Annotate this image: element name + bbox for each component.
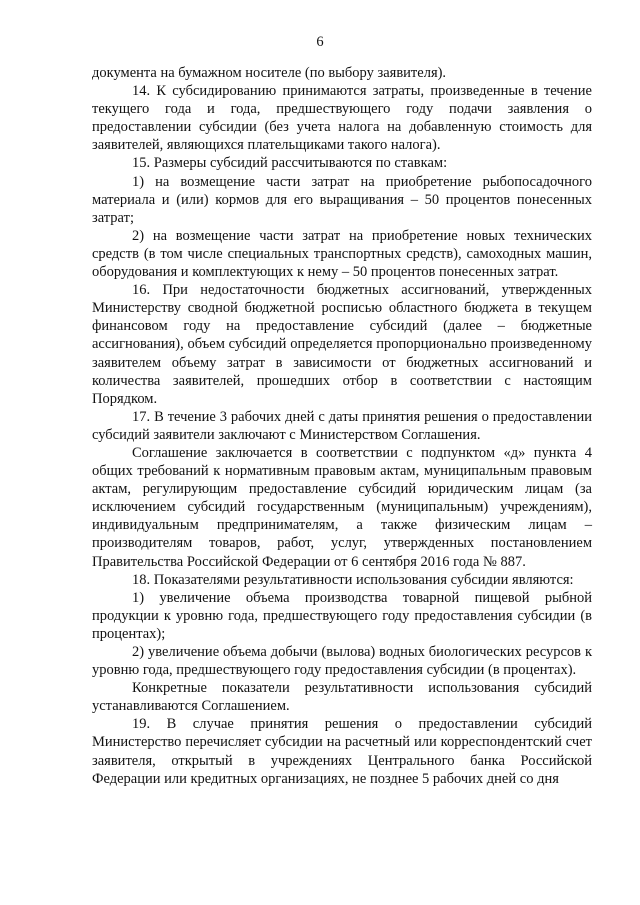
paragraph-15-item-1: 1) на возмещение части затрат на приобретение рыбопосадочного материала и (или) кормов для его выращивания – 50 процентов понесенных затрат; xyxy=(92,173,592,226)
page-number: 6 xyxy=(316,34,324,50)
paragraph-continuation: документа на бумажном носителе (по выбору заявителя). xyxy=(92,65,447,81)
paragraph-18: 18. Показателями результативности использования субсидии являются: xyxy=(132,571,574,588)
document-body xyxy=(92,64,592,788)
paragraph-19: 19. В случае принятия решения о предоставлении субсидий Министерство перечисляет субсидии на расчетный или корреспондентский счет заявителя, открытый в учреждениях Центрального банка Российской Федерации или кредитных организациях, не позднее 5 рабочих дней со дня xyxy=(92,716,592,787)
paragraph-15: 15. Размеры субсидий рассчитываются по ставкам: xyxy=(132,155,448,172)
paragraph-18-item-1: 1) увеличение объема производства товарной пищевой рыбной продукции к уровню года, предшествующего году предоставления субсидии (в процентах); xyxy=(92,589,592,642)
paragraph-18-item-2: 2) увеличение объема добычи (вылова) водных биологических ресурсов к уровню года, предшествующего году предоставления субсидии (в процентах). xyxy=(92,644,592,679)
paragraph-17: 17. В течение 3 рабочих дней с даты принятия решения о предоставлении субсидий заявители заключают с Министерством Соглашения. xyxy=(92,408,592,443)
paragraph-18-indicators: Конкретные показатели результативности использования субсидий устанавливаются Соглашением. xyxy=(92,680,592,715)
paragraph-16: 16. При недостаточности бюджетных ассигнований, утвержденных Министерству сводной бюджетной росписью областного бюджета в текущем финансовом году на предоставление субсидий (далее – бюджетные ассигнования), объем субсидий определяется пропорционально произведенному заявителем объему затрат в зависимости от бюджетных ассигнований и количества заявителей, прошедших отбор в соответствии с настоящим Порядком. xyxy=(92,282,592,407)
paragraph-14: 14. К субсидированию принимаются затраты, произведенные в течение текущего года и года, предшествующего году подачи заявления о предоставлении субсидии (без учета налога на добавленную стоимость для заявителей, являющихся плательщиками такого налога). xyxy=(92,83,592,154)
paragraph-15-item-2: 2) на возмещение части затрат на приобретение новых технических средств (в том числе специальных транспортных средств), самоходных машин, оборудования и комплектующих к нему – 50 процентов понесенных затрат. xyxy=(92,227,592,281)
paragraph-17-agreement: Соглашение заключается в соответствии с подпунктом «д» пункта 4 общих требований к нормативным правовым актам, муниципальным правовым актам, регулирующим предоставление субсидий юридическим лицам (за исключением субсидий государственным (муниципальным) учреждениям), индивидуальным предпринимателям, а также физическим лицам – производителям товаров, работ, услуг, утвержденных постановлением Правительства Российской Федерации от 6 сентября 2016 года № 887. xyxy=(92,444,592,570)
